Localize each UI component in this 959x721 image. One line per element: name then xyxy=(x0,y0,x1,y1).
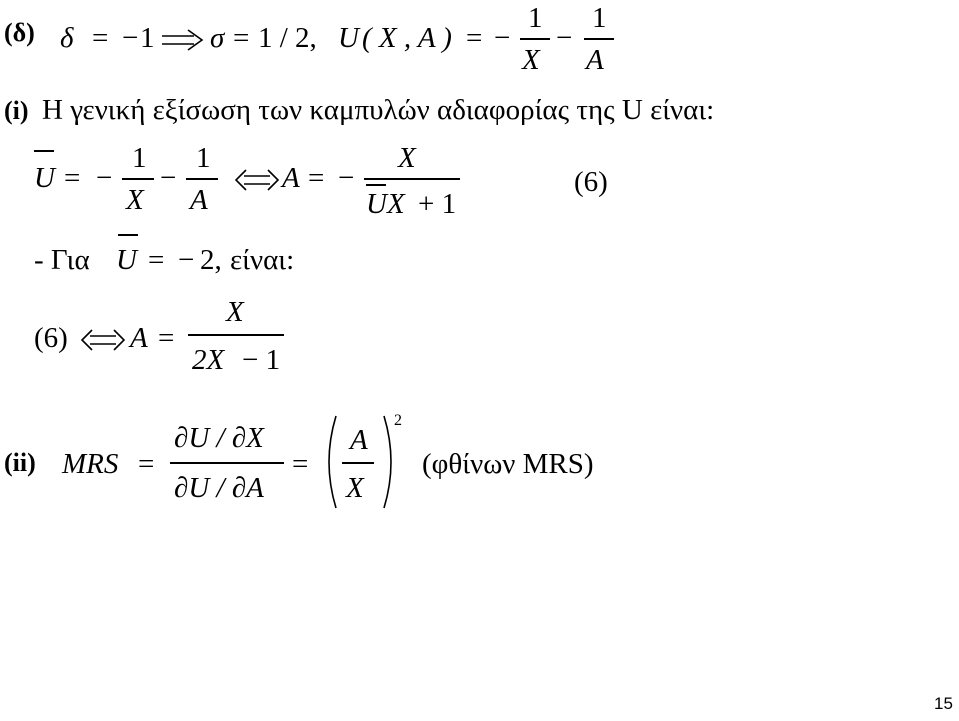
exponent: 2 xyxy=(394,412,402,429)
MRS-symbol: MRS xyxy=(62,448,119,480)
fraction-numerator: 1 xyxy=(132,142,147,174)
fraction-bar xyxy=(584,38,614,40)
fraction-denominator: ∂U / ∂A xyxy=(174,472,264,504)
minus-sign: − xyxy=(494,22,511,54)
minus-sign: − xyxy=(556,22,573,54)
utility-level-U: U xyxy=(116,244,137,276)
overline xyxy=(366,184,386,186)
value-half: 1 / 2, xyxy=(258,22,317,54)
fraction-bar xyxy=(364,178,460,180)
minus-sign: − xyxy=(178,244,195,276)
minus-sign: − xyxy=(96,162,113,194)
fraction-bar xyxy=(122,178,154,180)
fraction-bar xyxy=(186,178,218,180)
label-part-ii: (ii) xyxy=(4,448,36,477)
equivalence-arrow-icon xyxy=(80,328,126,352)
equals-sign: = xyxy=(92,22,109,54)
implies-arrow-icon xyxy=(160,28,206,52)
fraction-denominator-A: A xyxy=(190,184,208,216)
denominator-2X: 2X xyxy=(192,344,225,376)
equivalence-arrow-icon xyxy=(234,168,280,192)
variable-A: A xyxy=(282,162,300,194)
fraction-numerator: 1 xyxy=(592,2,607,34)
case-prefix: - Για xyxy=(34,244,90,276)
fraction-numerator-A: A xyxy=(350,424,368,456)
fraction-bar xyxy=(170,462,284,464)
equals-sign: = xyxy=(158,322,175,354)
fraction-numerator: ∂U / ∂X xyxy=(174,422,264,454)
fraction-bar xyxy=(520,38,550,40)
mrs-note: (φθίνων MRS) xyxy=(422,448,594,480)
label-part-i: (i) xyxy=(4,96,29,125)
fraction-numerator: 1 xyxy=(196,142,211,174)
case-suffix: είναι: xyxy=(230,244,295,276)
fraction-bar xyxy=(188,334,284,336)
equals-sign: = xyxy=(292,448,309,480)
minus-sign: − xyxy=(122,22,139,54)
denominator-UX: UX xyxy=(366,188,405,220)
equation-reference: (6) xyxy=(34,322,68,354)
denominator-plus-one: + 1 xyxy=(418,188,457,220)
variable-A: A xyxy=(130,322,148,354)
sigma-symbol: σ xyxy=(210,22,225,54)
fraction-numerator-X: X xyxy=(398,142,416,174)
case-value: 2, xyxy=(200,244,222,276)
label-part-d: (δ) xyxy=(4,18,35,47)
fraction-denominator-X: X xyxy=(346,472,364,504)
utility-args: ( X , A ) xyxy=(362,22,452,54)
minus-sign: − xyxy=(338,162,355,194)
equals-sign: = xyxy=(148,244,165,276)
equation-number: (6) xyxy=(574,166,608,198)
fraction-numerator: 1 xyxy=(528,2,543,34)
value-one: 1 xyxy=(140,22,155,54)
minus-sign: − xyxy=(160,162,177,194)
equals-sign: = xyxy=(138,448,155,480)
denominator-minus-one: − 1 xyxy=(242,344,281,376)
equals-sign: = xyxy=(233,22,250,54)
part-i-text: Η γενική εξίσωση των καμπυλών αδιαφορίας της U είναι: xyxy=(42,94,715,126)
fraction-denominator-X: X xyxy=(126,184,144,216)
utility-U: U xyxy=(338,22,359,54)
overline xyxy=(34,150,54,152)
utility-level-U: U xyxy=(34,162,55,194)
page-number: 15 xyxy=(934,694,953,713)
fraction-bar xyxy=(342,462,374,464)
overline xyxy=(118,234,138,236)
delta-symbol: δ xyxy=(60,22,74,54)
equals-sign: = xyxy=(64,162,81,194)
equals-sign: = xyxy=(466,22,483,54)
equals-sign: = xyxy=(308,162,325,194)
fraction-numerator-X: X xyxy=(226,296,244,328)
fraction-denominator-A: A xyxy=(586,44,604,76)
fraction-denominator-X: X xyxy=(522,44,540,76)
